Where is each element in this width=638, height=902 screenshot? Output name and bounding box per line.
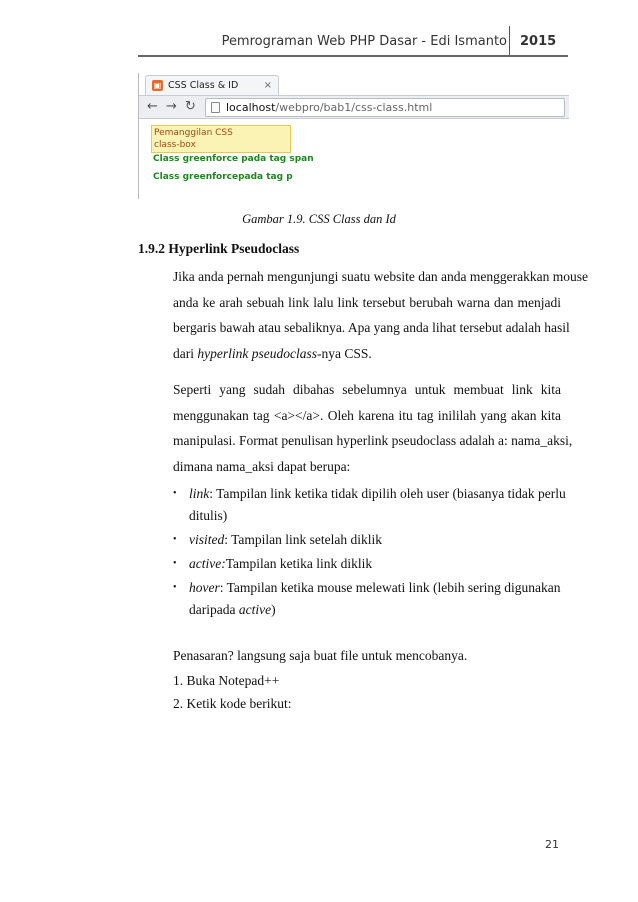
para2-line-3: manipulasi. Format penulisan hyperlink pseudoclass adalah a: nama_aksi, — [173, 433, 573, 448]
para1-text: dari — [173, 345, 198, 361]
back-arrow-icon[interactable]: ← — [147, 99, 158, 114]
header-divider — [509, 26, 510, 56]
bullet-continuation: ditulis) — [189, 508, 228, 523]
para1-line-1: Jika anda pernah mengunjungi suatu website dan anda menggerakkan mouse — [173, 269, 588, 284]
bullet-term: visited — [189, 532, 225, 547]
browser-tab[interactable] — [145, 75, 279, 96]
list-item — [173, 529, 573, 551]
greenforce-p-text: Class greenforcepada tag p — [153, 172, 293, 182]
list-item — [173, 553, 573, 575]
header-title: Pemrograman Web PHP Dasar - Edi Ismanto — [221, 34, 507, 49]
address-bar[interactable] — [205, 98, 565, 117]
para2-line-1: Seperti yang sudah dibahas sebelumnya untuk membuat link kita — [173, 382, 561, 397]
bullet-continuation: daripada — [189, 602, 239, 617]
greenforce-span-text: Class greenforce pada tag span — [153, 154, 314, 164]
list-item — [173, 577, 573, 621]
forward-arrow-icon[interactable]: → — [166, 99, 177, 114]
figure-caption: Gambar 1.9. CSS Class dan Id — [242, 212, 396, 226]
para1-line-3: bergaris bawah atau sebaliknya. Apa yang anda lihat tersebut adalah hasil — [173, 320, 570, 335]
close-icon[interactable]: × — [263, 80, 272, 91]
box-line-2: class-box — [154, 140, 196, 150]
list-item — [173, 483, 573, 527]
bullet-icon: • — [173, 534, 177, 545]
bullet-icon: • — [173, 558, 177, 569]
bullet-continuation-end: ) — [271, 602, 276, 617]
bullet-text: : Tampilan link ketika tidak dipilih oleh user (biasanya tidak perlu — [209, 486, 566, 501]
bullet-icon: • — [173, 582, 177, 593]
url-path: /webpro/bab1/css-class.html — [275, 101, 433, 114]
bullet-term: hover — [189, 580, 220, 595]
bullet-emphasis: active — [238, 602, 272, 617]
para1-line-4 — [173, 341, 561, 367]
browser-tabbar — [139, 73, 569, 95]
tab-title: CSS Class & ID — [168, 80, 239, 91]
header-rule — [138, 55, 568, 57]
class-box-demo — [151, 125, 291, 153]
intro-text: Penasaran? langsung saja buat file untuk mencobanya. — [173, 648, 468, 663]
para1-line-2: anda ke arah sebuah link lalu link tersebut berubah warna dan menjadi — [173, 294, 561, 310]
section-heading: 1.9.2 Hyperlink Pseudoclass — [138, 241, 300, 256]
bullet-text: Tampilan ketika link diklik — [225, 556, 373, 571]
url-text — [226, 99, 432, 116]
bullet-text: : Tampilan ketika mouse melewati link (lebih sering digunakan — [219, 580, 561, 595]
html-file-icon: ▣ — [153, 81, 162, 90]
paragraph-1 — [173, 264, 588, 366]
step-2: 2. Ketik kode berikut: — [173, 696, 292, 711]
paragraph-2 — [173, 377, 573, 479]
para2-line-4: dimana nama_aksi dapat berupa: — [173, 458, 351, 474]
pseudoclass-list — [173, 483, 573, 621]
bullet-icon: • — [173, 488, 177, 499]
box-line-1: Pemanggilan CSS — [154, 128, 233, 138]
page-number: 21 — [545, 838, 559, 851]
bullet-term: active: — [189, 556, 226, 571]
page-icon — [211, 102, 220, 113]
para1-emphasis: hyperlink pseudoclass — [197, 345, 317, 361]
para2-line-2: menggunakan tag <a></a>. Oleh karena itu tag inililah yang akan kita — [173, 407, 561, 423]
browser-toolbar — [139, 95, 569, 119]
page-header — [0, 0, 638, 60]
browser-screenshot — [138, 73, 569, 199]
bullet-text: : Tampilan link setelah diklik — [224, 532, 383, 547]
header-year: 2015 — [520, 34, 557, 49]
step-1: 1. Buka Notepad++ — [173, 673, 280, 688]
para1-text-end: -nya CSS. — [316, 345, 372, 361]
reload-icon[interactable]: ↻ — [185, 99, 196, 114]
url-host: localhost — [226, 101, 276, 114]
bullet-term: link — [189, 486, 210, 501]
